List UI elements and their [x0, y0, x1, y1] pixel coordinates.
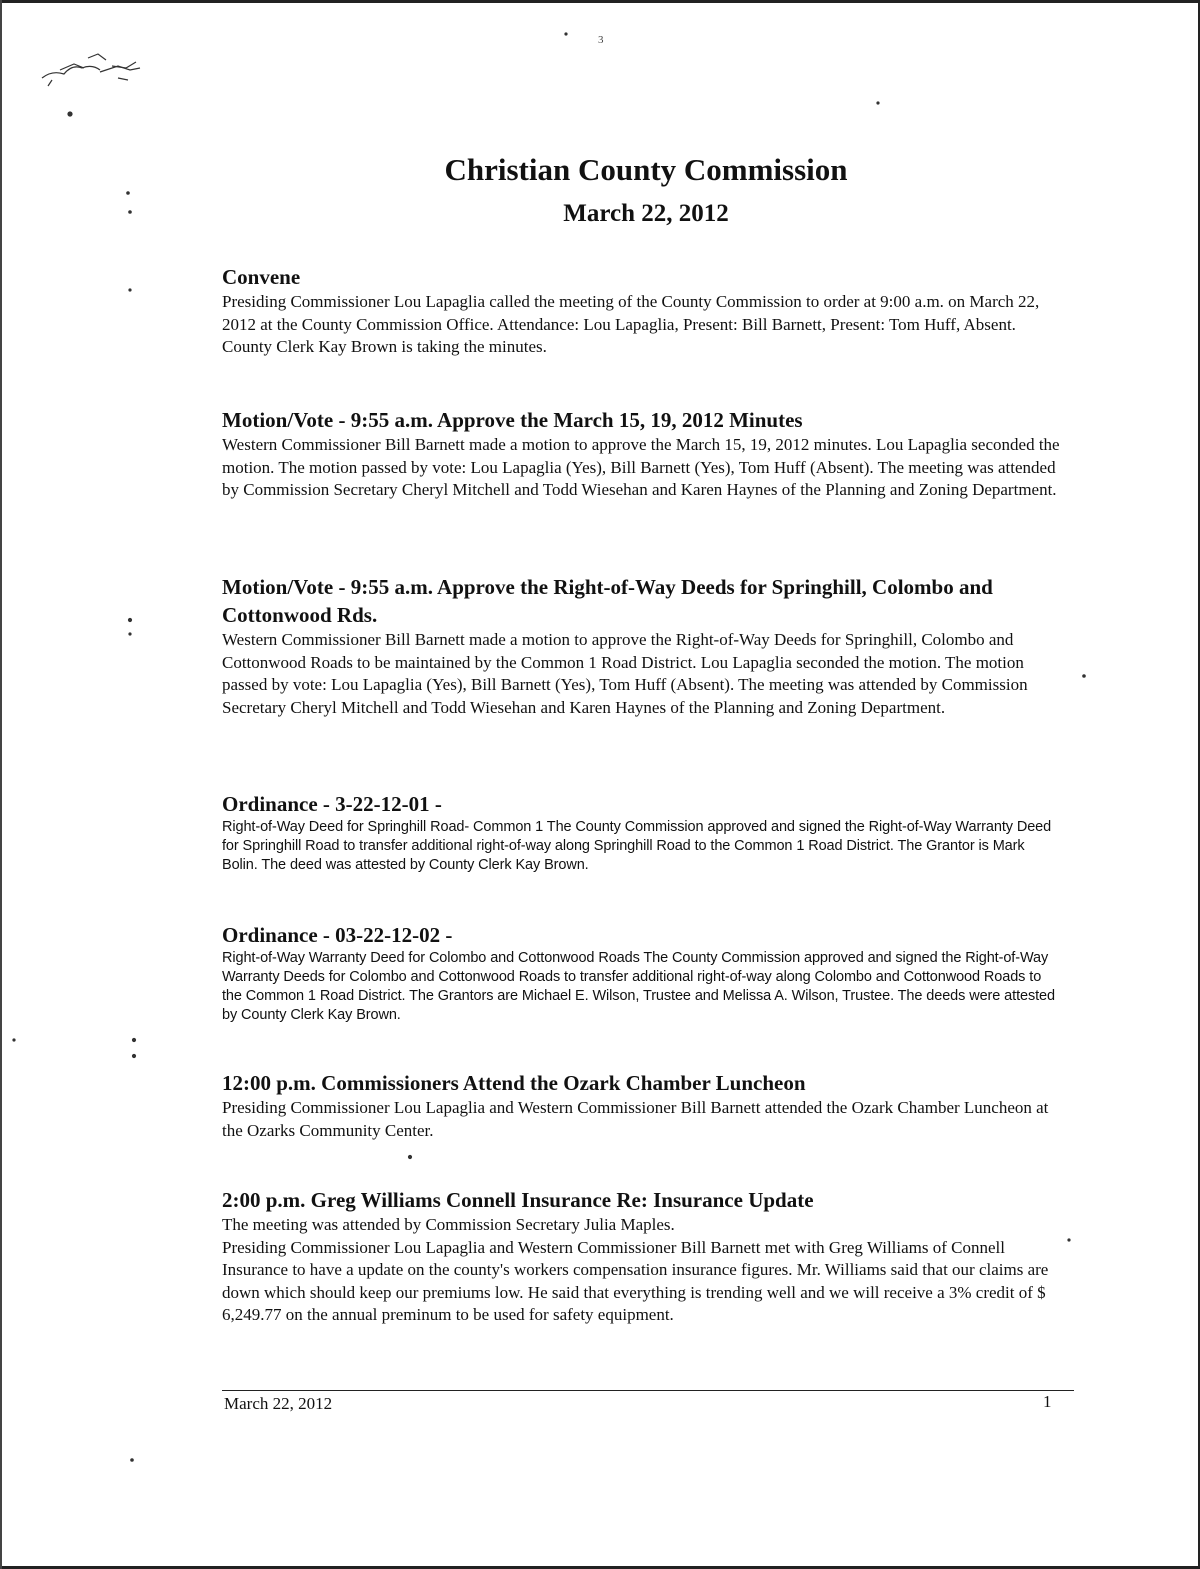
section-ordinance-1: [222, 790, 1062, 875]
footer-date: March 22, 2012: [224, 1394, 333, 1413]
section-paragraph: Western Commissioner Bill Barnett made a motion to approve the March 15, 19, 2012 minutes. Lou Lapaglia seconded the motion. The motion passed by vote: Lou Lapaglia (Yes), Bill Barnett (Yes), Tom Huff (Absent). The meeting was attended by Commission Secretary Cheryl Mitchell and Todd Wiesehan and Karen Haynes of the Planning and Zoning Department.: [222, 435, 1060, 499]
page-mark: 3: [598, 34, 604, 46]
document-title: Christian County Commission: [444, 152, 848, 187]
section-heading: Convene: [222, 265, 301, 289]
section-chamber-luncheon: [222, 1069, 1062, 1142]
section-heading: 2:00 p.m. Greg Williams Connell Insurance Re: Insurance Update: [222, 1188, 814, 1212]
section-paragraph: The meeting was attended by Commission Secretary Julia Maples.: [222, 1215, 675, 1234]
footer-divider: [222, 1390, 1074, 1391]
document-date: March 22, 2012: [563, 200, 729, 227]
section-paragraph: Right-of-Way Warranty Deed for Colombo and Cottonwood Roads The County Commission approved and signed the Right-of-Way Warranty Deeds for Colombo and Cottonwood Roads to transfer additional right-of-way along Colombo and Cottonwood Roads to the Common 1 Road District. The Grantors are Michael E. Wilson, Trustee and Melissa A. Wilson, Trustee. The deeds were attested by County Clerk Kay Brown.: [222, 950, 1055, 1023]
section-paragraph: Presiding Commissioner Lou Lapaglia and Western Commissioner Bill Barnett attended the Ozark Chamber Luncheon at the Ozarks Community Center.: [222, 1098, 1049, 1140]
section-ordinance-2: [222, 921, 1062, 1025]
section-paragraph: Right-of-Way Deed for Springhill Road- Common 1 The County Commission approved and signed the Right-of-Way Warranty Deed for Springhill Road to transfer additional right-of-way along Springhill Road to the Common 1 Road District. The Grantor is Mark Bolin. The deed was attested by County Clerk Kay Brown.: [222, 819, 1052, 873]
section-paragraph: Western Commissioner Bill Barnett made a motion to approve the Right-of-Way Deeds for Springhill, Colombo and Cottonwood Roads to be maintained by the Common 1 Road District. Lou Lapaglia seconded the motion. The motion passed by vote: Lou Lapaglia (Yes), Bill Barnett (Yes), Tom Huff (Absent). The meeting was attended by Commission Secretary Cheryl Mitchell and Todd Wiesehan and Karen Haynes of the Planning and Zoning Department.: [222, 630, 1028, 717]
section-heading: Ordinance - 03-22-12-02 -: [222, 923, 453, 947]
section-heading: Motion/Vote - 9:55 a.m. Approve the March 15, 19, 2012 Minutes: [222, 408, 803, 432]
section-paragraph: Presiding Commissioner Lou Lapaglia and Western Commissioner Bill Barnett met with Greg Williams of Connell Insurance to have a update on the county's workers compensation insurance figures. Mr. Williams said that our claims are down which should keep our premiums low. He said that everything is trending well and we will receive a 3% credit of $ 6,249.77 on the annual preminum to be used for safety equipment.: [222, 1237, 1049, 1324]
section-heading: Motion/Vote - 9:55 a.m. Approve the Right-of-Way Deeds for Springhill, Colombo and Cottonwood Rds.: [222, 575, 993, 627]
section-approve-minutes: [222, 406, 1062, 502]
section-paragraph: Presiding Commissioner Lou Lapaglia called the meeting of the County Commission to order at 9:00 a.m. on March 22, 2012 at the County Commission Office. Attendance: Lou Lapaglia, Present: Bill Barnett, Present: Tom Huff, Absent. County Clerk Kay Brown is taking the minutes.: [222, 292, 1040, 356]
section-convene: [222, 263, 1062, 359]
footer-page-number: 1: [1043, 1392, 1052, 1411]
section-heading: Ordinance - 3-22-12-01 -: [222, 792, 442, 816]
section-approve-deeds: [222, 573, 1062, 719]
section-heading: 12:00 p.m. Commissioners Attend the Ozark Chamber Luncheon: [222, 1071, 806, 1095]
section-insurance-update: [222, 1186, 1062, 1327]
